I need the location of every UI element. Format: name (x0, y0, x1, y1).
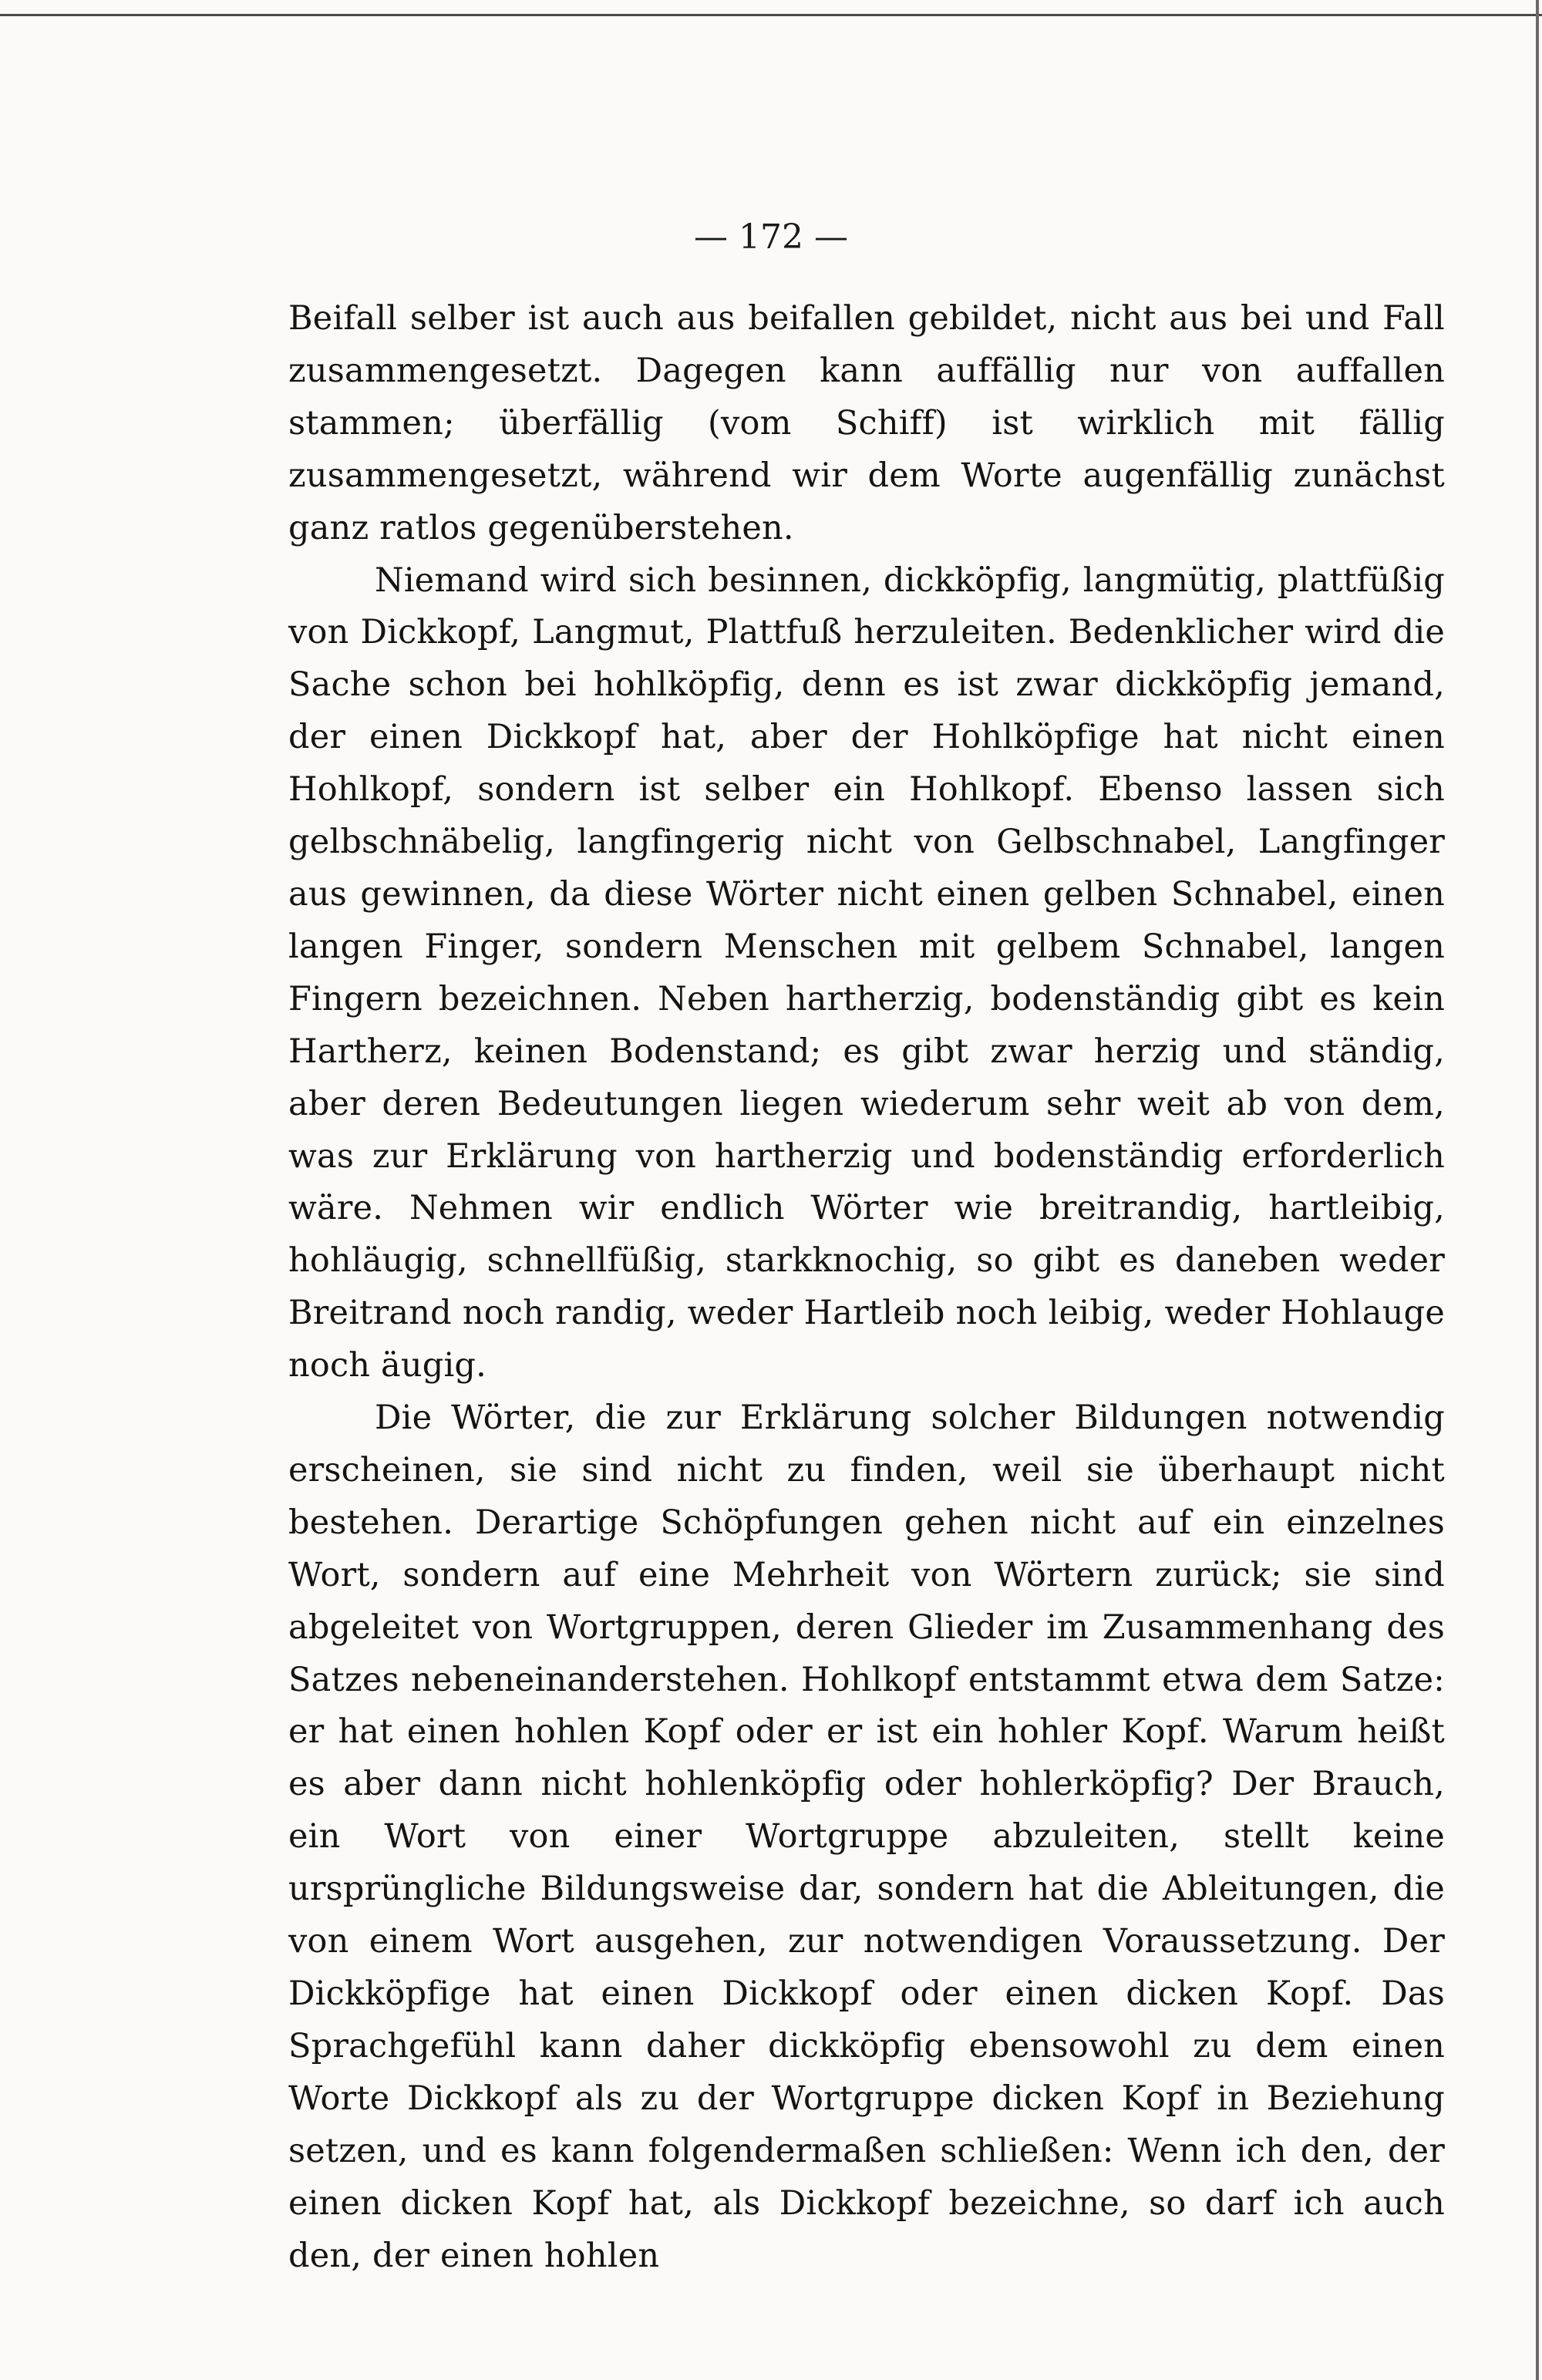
paragraph-3: Die Wörter, die zur Erklärung solcher Bildungen notwendig erscheinen, sie sind nicht zu finden, weil sie überhaupt nicht bestehen. Derartige Schöpfungen gehen nicht auf ein einzelnes Wort, sondern auf eine Mehrheit von Wörtern zurück; sie sind abgeleitet von Wortgruppen, deren Glieder im Zusammenhang des Satzes nebeneinanderstehen. Hohlkopf entstammt etwa dem Satze: er hat einen hohlen Kopf oder er ist ein hohler Kopf. Warum heißt es aber dann nicht hohlenköpfig oder hohlerköpfig? Der Brauch, ein Wort von einer Wortgruppe abzuleiten, stellt keine ursprüngliche Bildungsweise dar, sondern hat die Ableitungen, die von einem Wort ausgehen, zur notwendigen Voraussetzung. Der Dickköpfige hat einen Dickkopf oder einen dicken Kopf. Das Sprachgefühl kann daher dickköpfig ebensowohl zu dem einen Worte Dickkopf als zu der Wortgruppe dicken Kopf in Beziehung setzen, und es kann folgendermaßen schließen: Wenn ich den, der einen dicken Kopf hat, als Dickkopf bezeichne, so darf ich auch den, der einen hohlen (288, 1399, 1445, 2275)
paragraph-2: Niemand wird sich besinnen, dickköpfig, langmütig, plattfüßig von Dickkopf, Langmut, Plattfuß herzuleiten. Bedenklicher wird die Sache schon bei hohlköpfig, denn es ist zwar dickköpfig jemand, der einen Dickkopf hat, aber der Hohlköpfige hat nicht einen Hohlkopf, sondern ist selber ein Hohlkopf. Ebenso lassen sich gelbschnäbelig, langfingerig nicht von Gelbschnabel, Langfinger aus gewinnen, da diese Wörter nicht einen gelben Schnabel, einen langen Finger, sondern Menschen mit gelbem Schnabel, langen Fingern bezeichnen. Neben hartherzig, bodenständig gibt es kein Hartherz, keinen Bodenstand; es gibt zwar herzig und ständig, aber deren Bedeutungen liegen wiederum sehr weit ab von dem, was zur Erklärung von hartherzig und bodenständig erforderlich wäre. Nehmen wir endlich Wörter wie breitrandig, hartleibig, hohläugig, schnellfüßig, starkknochig, so gibt es daneben weder Breitrand noch randig, weder Hartleib noch leibig, weder Hohlauge noch äugig. (288, 560, 1445, 1385)
page-number: — 172 — (694, 217, 848, 257)
paragraph-1: Beifall selber ist auch aus beifallen gebildet, nicht aus bei und Fall zusammengesetzt. Dagegen kann auffällig nur von auffallen stammen; überfällig (vom Schiff) ist wirklich mit fällig zusammengesetzt, während wir dem Worte augenfällig zunächst ganz ratlos gegenüberstehen. (288, 299, 1445, 547)
page-top-edge (0, 14, 1542, 16)
body-text (288, 293, 1445, 2282)
page-right-edge (1536, 0, 1539, 2380)
